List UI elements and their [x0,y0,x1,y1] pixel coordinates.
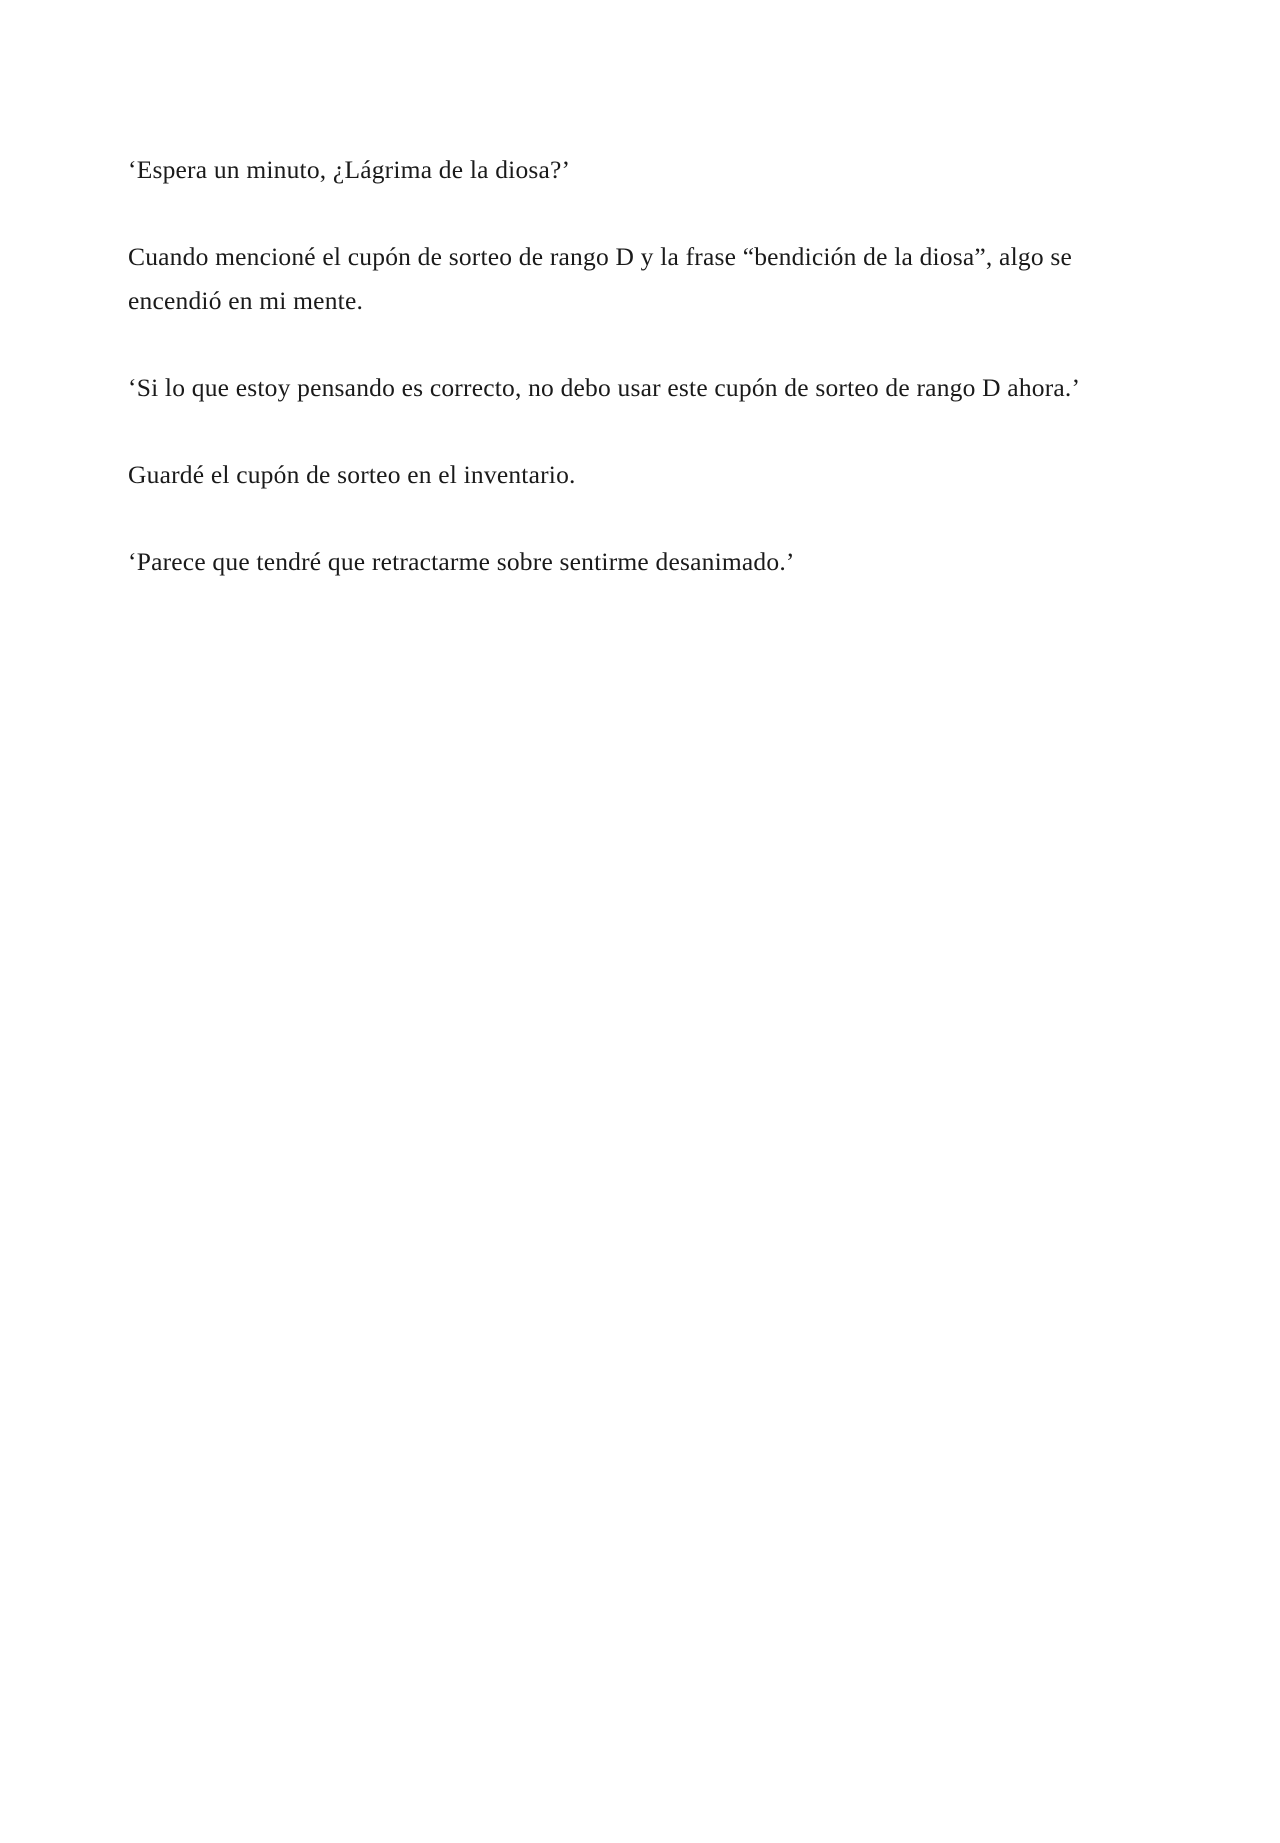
paragraph-thought-goddess-tear: ‘Espera un minuto, ¿Lágrima de la diosa?’ [128,155,571,184]
paragraph-thought-retract: ‘Parece que tendré que retractarme sobre sentirme desanimado.’ [128,547,795,576]
document-page [128,148,1158,627]
paragraph-mention-coupon: Cuando mencioné el cupón de sorteo de rango D y la frase “bendición de la diosa”, algo se encendió en mi mente. [128,242,1072,315]
paragraph-thought-dont-use-coupon: ‘Si lo que estoy pensando es correcto, no debo usar este cupón de sorteo de rango D ahora.’ [128,373,1081,402]
paragraph-stored-coupon: Guardé el cupón de sorteo en el inventario. [128,460,576,489]
